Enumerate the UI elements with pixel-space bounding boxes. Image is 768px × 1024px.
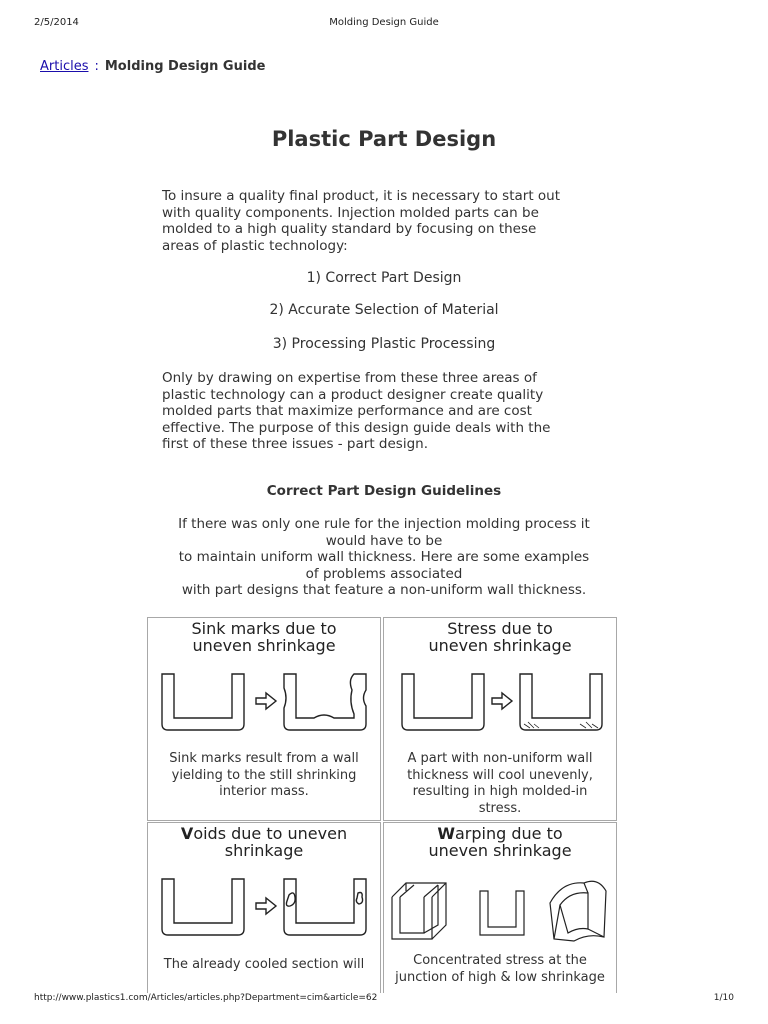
figure-title: Sink marks due to uneven shrinkage <box>191 619 337 655</box>
figure-caption: A part with non-uniform wall thickness will cool unevenly, resulting in high molded-in stress. <box>407 751 593 816</box>
guidelines-line: would have to be <box>325 532 443 549</box>
list-item-part-design: 1) Correct Part Design <box>306 270 462 286</box>
guidelines-heading: Correct Part Design Guidelines <box>266 483 502 499</box>
intro-line: with quality components. Injection molded parts can be <box>162 204 539 221</box>
breadcrumb <box>40 59 265 74</box>
figure-voids <box>147 822 381 993</box>
warping-illustration <box>384 871 616 949</box>
body-line: molded parts that maximize performance and are cost <box>162 403 532 419</box>
body-line: Only by drawing on expertise from these three areas of <box>162 370 537 386</box>
body-line: plastic technology can a product designer create quality <box>162 386 544 403</box>
intro-paragraph <box>162 188 607 254</box>
breadcrumb-current: Molding Design Guide <box>104 59 266 74</box>
breadcrumb-link-articles[interactable]: Articles <box>40 59 89 74</box>
intro-line: molded to a high quality standard by focusing on these <box>162 221 537 237</box>
figure-title: Voids due to uneven shrinkage <box>180 824 348 860</box>
figure-grid <box>147 617 623 993</box>
figure-caption: The already cooled section will <box>163 957 365 972</box>
print-footer-url: http://www.plastics1.com/Articles/articles.php?Department=cim&article=62 <box>34 993 378 1003</box>
figure-caption: Sink marks result from a wall yielding to the still shrinking interior mass. <box>169 751 359 799</box>
page-title: Plastic Part Design <box>271 127 497 151</box>
print-page-number: 1/10 <box>713 993 734 1003</box>
sink-marks-illustration <box>148 668 380 738</box>
stress-illustration <box>384 668 616 738</box>
voids-illustration <box>148 873 380 943</box>
figure-title: Stress due to uneven shrinkage <box>428 619 572 655</box>
guidelines-line: of problems associated <box>305 565 463 582</box>
breadcrumb-separator: : <box>94 59 99 74</box>
print-header-title: Molding Design Guide <box>329 17 439 28</box>
body-line: effective. The purpose of this design guide deals with the <box>162 419 551 436</box>
figure-stress <box>383 617 617 821</box>
print-date: 2/5/2014 <box>34 17 79 28</box>
list-item-material: 2) Accurate Selection of Material <box>269 302 499 318</box>
guidelines-line: with part designs that feature a non-uniform wall thickness. <box>181 582 587 598</box>
guidelines-line: to maintain uniform wall thickness. Here are some examples <box>178 549 590 565</box>
intro-line: areas of plastic technology: <box>162 237 348 254</box>
figure-sink-marks <box>147 617 381 821</box>
guidelines-paragraph <box>150 516 618 599</box>
figure-warping <box>383 822 617 993</box>
figure-caption: Concentrated stress at the junction of high & low shrinkage <box>395 953 605 985</box>
guidelines-line: If there was only one rule for the injection molding process it <box>178 516 590 532</box>
body-line: first of these three issues - part design. <box>162 436 428 452</box>
body-paragraph <box>162 370 607 453</box>
intro-line: To insure a quality final product, it is necessary to start out <box>162 188 561 204</box>
list-item-processing: 3) Processing Plastic Processing <box>272 336 496 352</box>
figure-title: Warping due to uneven shrinkage <box>428 824 572 860</box>
